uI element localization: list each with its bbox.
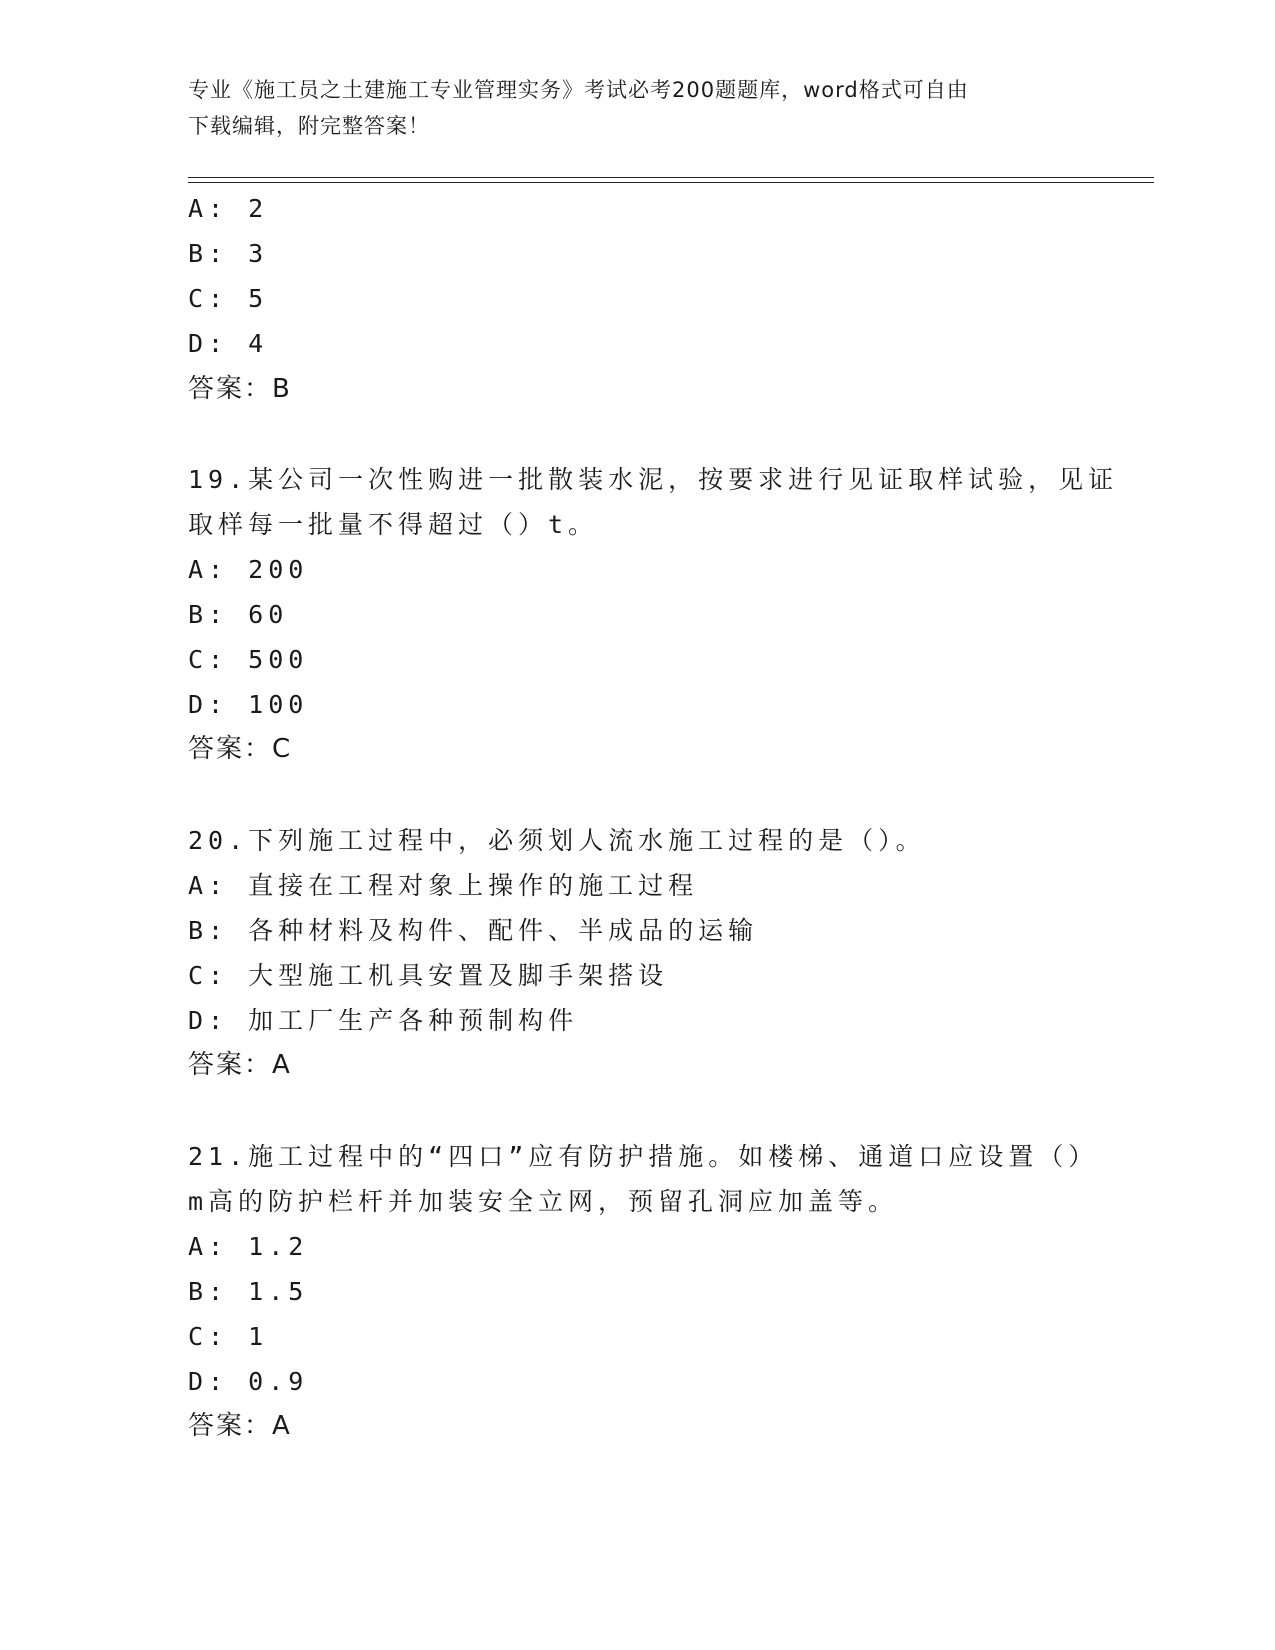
q20-stem-line-1: 20.下列施工过程中，必须划人流水施工过程的是（）。 bbox=[188, 826, 926, 855]
q20-option-b: B: 各种材料及构件、配件、半成品的运输 bbox=[188, 916, 759, 945]
q21-stem-line-1: 21.施工过程中的“四口”应有防护措施。如楼梯、通道口应设置（） bbox=[188, 1142, 1099, 1171]
header-line-2: 下载编辑，附完整答案！ bbox=[188, 114, 430, 138]
q20-option-c: C: 大型施工机具安置及脚手架搭设 bbox=[188, 961, 669, 990]
q19-option-a: A: 200 bbox=[188, 555, 309, 584]
document-header bbox=[188, 72, 1088, 144]
header-line-1: 专业《施工员之土建施工专业管理实务》考试必考200题题库，word格式可自由 bbox=[188, 78, 969, 102]
header-divider-bottom bbox=[188, 182, 1154, 183]
prev-option-c: C: 5 bbox=[188, 284, 269, 313]
q19-option-b: B: 60 bbox=[188, 600, 289, 629]
prev-answer: 答案：B bbox=[188, 374, 292, 404]
prev-option-a: A: 2 bbox=[188, 194, 269, 223]
q20-option-a: A: 直接在工程对象上操作的施工过程 bbox=[188, 871, 699, 900]
q19-answer: 答案：C bbox=[188, 734, 293, 764]
q19-stem-line-1: 19.某公司一次性购进一批散装水泥，按要求进行见证取样试验，见证 bbox=[188, 465, 1119, 494]
header-divider-top bbox=[188, 177, 1154, 178]
q21-answer: 答案：A bbox=[188, 1411, 292, 1441]
q19-option-c: C: 500 bbox=[188, 645, 309, 674]
prev-option-b: B: 3 bbox=[188, 239, 269, 268]
q19-stem-line-2: 取样每一批量不得超过（）t。 bbox=[188, 510, 599, 539]
q21-option-c: C: 1 bbox=[188, 1322, 269, 1351]
q21-option-a: A: 1.2 bbox=[188, 1232, 309, 1261]
q20-option-d: D: 加工厂生产各种预制构件 bbox=[188, 1006, 579, 1035]
q21-option-b: B: 1.5 bbox=[188, 1277, 309, 1306]
q21-option-d: D: 0.9 bbox=[188, 1367, 309, 1396]
q19-option-d: D: 100 bbox=[188, 690, 309, 719]
q20-answer: 答案：A bbox=[188, 1050, 292, 1080]
prev-option-d: D: 4 bbox=[188, 329, 269, 358]
q21-stem-line-2: m高的防护栏杆并加装安全立网，预留孔洞应加盖等。 bbox=[188, 1187, 899, 1216]
